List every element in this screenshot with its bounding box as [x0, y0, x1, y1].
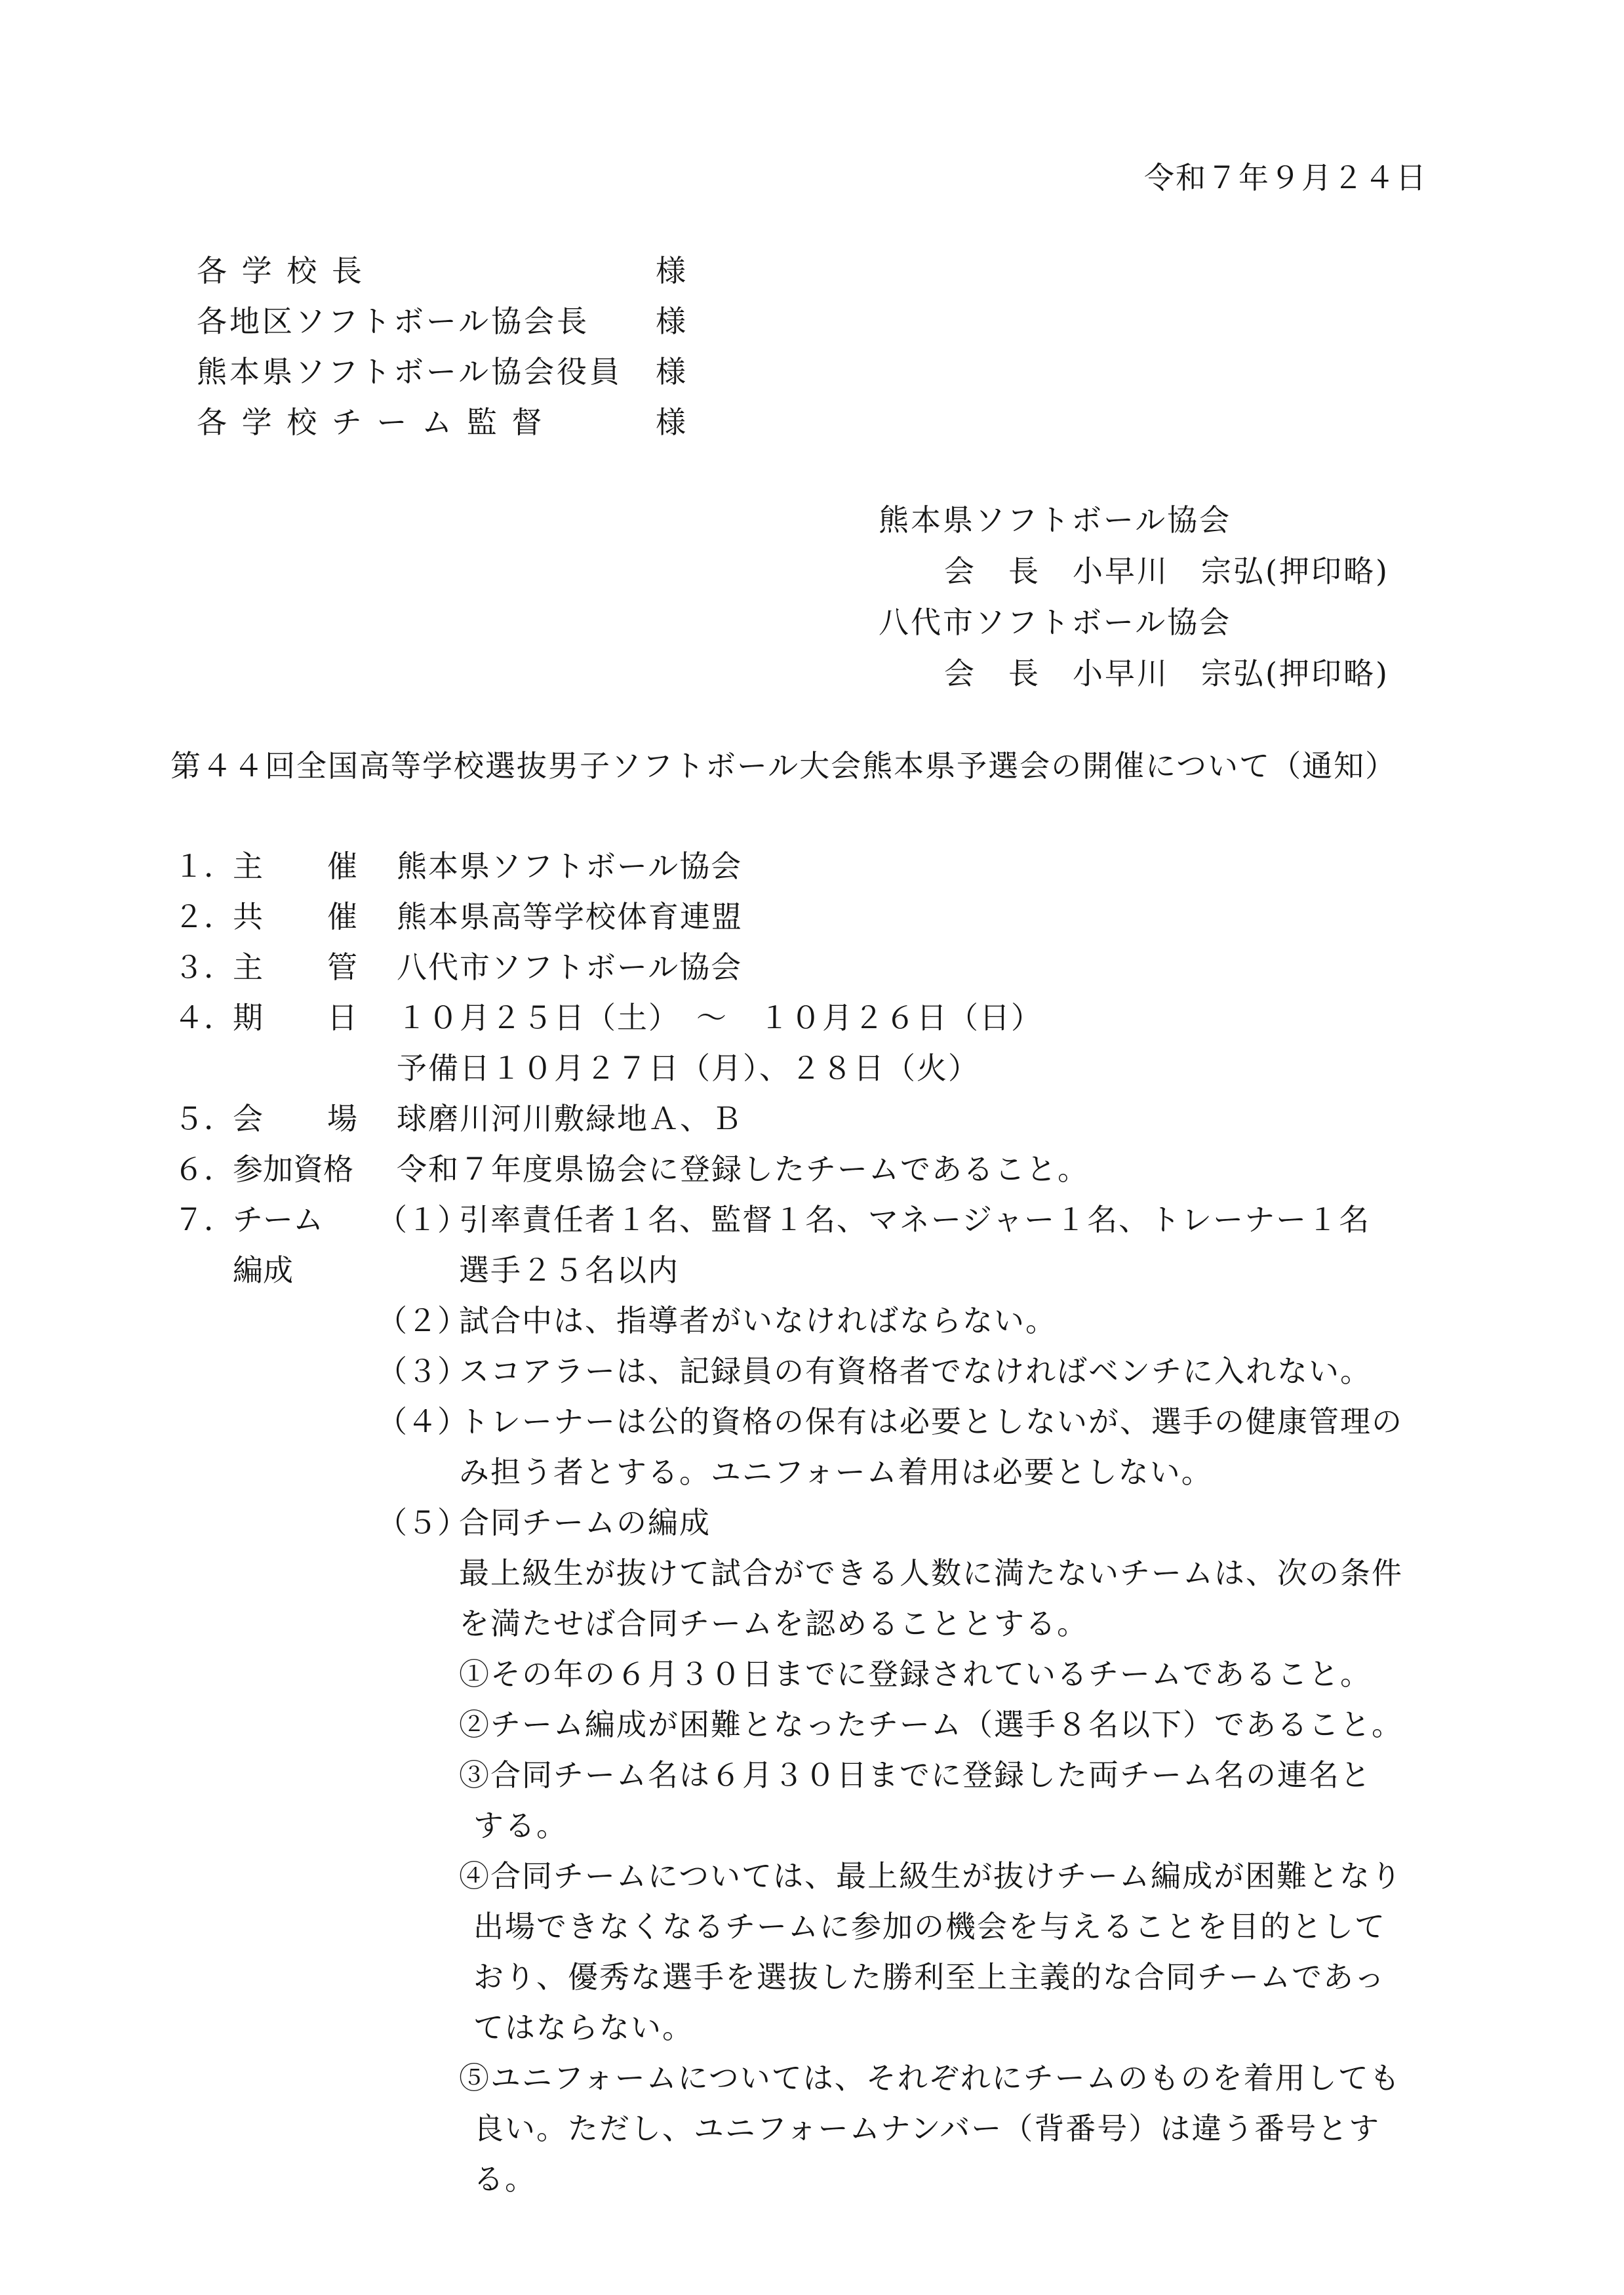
sub-item-mark: （１）: [377, 1202, 467, 1237]
item-label: 主 管: [233, 949, 357, 985]
sub-item-mark: （５）: [377, 1505, 467, 1540]
addressee-name: 各地区ソフトボール協会長: [197, 304, 590, 339]
condition-item-continued: てはならない。: [473, 2010, 694, 2045]
item-value: 八代市ソフトボール協会: [397, 949, 743, 985]
item-label: 会 場: [233, 1101, 357, 1136]
item-label-continued: 編成: [233, 1252, 293, 1288]
addressee-honorific: 様: [656, 304, 686, 339]
item-label: チーム: [233, 1202, 323, 1237]
addressee-honorific: 様: [656, 405, 686, 440]
addressee-honorific: 様: [656, 354, 686, 389]
item-label: 参加資格: [233, 1151, 353, 1187]
item-value: １０月２５日（土） ～ １０月２６日（日）: [397, 1000, 1042, 1035]
sender-org: 熊本県ソフトボール協会: [879, 502, 1232, 538]
joint-team-intro: 最上級生が抜けて試合ができる人数に満たないチームは、次の条件: [459, 1555, 1403, 1591]
condition-item: ②チーム編成が困難となったチーム（選手８名以下）であること。: [459, 1707, 1403, 1742]
sub-item-mark: （３）: [377, 1353, 467, 1389]
item-number: ２．: [174, 899, 234, 934]
sub-item-text: スコアラーは、記録員の有資格者でなければベンチに入れない。: [459, 1353, 1372, 1389]
item-number: ３．: [174, 949, 234, 985]
condition-item: ⑤ユニフォームについては、それぞれにチームのものを着用しても: [459, 2060, 1401, 2096]
sub-item-text: 試合中は、指導者がいなければならない。: [459, 1303, 1057, 1338]
issue-date: 令和７年９月２４日: [1144, 160, 1427, 195]
item-value: 球磨川河川敷緑地Ａ、Ｂ: [397, 1101, 743, 1136]
sub-item-mark: （４）: [377, 1404, 467, 1439]
condition-item-continued: 出場できなくなるチームに参加の機会を与えることを目的として: [473, 1909, 1386, 1944]
joint-team-intro: を満たせば合同チームを認めることとする。: [459, 1606, 1088, 1641]
addressee-name: 各 学 校 チ ー ム 監 督: [197, 405, 545, 440]
item-label: 共 催: [233, 899, 357, 934]
item-label: 期 日: [233, 1000, 357, 1035]
condition-item: ①その年の６月３０日までに登録されているチームであること。: [459, 1656, 1372, 1692]
sender-org: 八代市ソフトボール協会: [879, 605, 1232, 640]
condition-item-continued: する。: [473, 1808, 568, 1843]
sub-item-text: 合同チームの編成: [459, 1505, 711, 1540]
condition-item-continued: る。: [473, 2161, 536, 2197]
sub-item-text: み担う者とする。ユニフォーム着用は必要としない。: [459, 1454, 1213, 1490]
item-value-continued: 予備日１０月２７日（月）、２８日（火）: [397, 1050, 980, 1086]
addressee-name: 熊本県ソフトボール協会役員: [197, 354, 623, 389]
item-number: ４．: [174, 1000, 234, 1035]
sender-role: 会 長 小早川 宗弘(押印略): [944, 553, 1389, 589]
condition-item: ③合同チーム名は６月３０日までに登録した両チーム名の連名と: [459, 1757, 1372, 1793]
item-value: 熊本県ソフトボール協会: [397, 848, 743, 884]
item-number: ５．: [174, 1101, 234, 1136]
addressee-honorific: 様: [656, 253, 686, 289]
item-label: 主 催: [233, 848, 357, 884]
sub-item-text: 引率責任者１名、監督１名、マネージャー１名、トレーナー１名: [459, 1202, 1371, 1237]
addressee-name: 各 学 校 長: [197, 253, 365, 289]
notice-title: 第４４回全国高等学校選抜男子ソフトボール大会熊本県予選会の開催について（通知）: [170, 748, 1397, 784]
condition-item: ④合同チームについては、最上級生が抜けチーム編成が困難となり: [459, 1858, 1403, 1894]
item-value: 令和７年度県協会に登録したチームであること。: [397, 1151, 1089, 1187]
condition-item-continued: 良い。ただし、ユニフォームナンバー（背番号）は違う番号とす: [473, 2111, 1381, 2146]
sub-item-mark: （２）: [377, 1303, 467, 1338]
condition-item-continued: おり、優秀な選手を選抜した勝利至上主義的な合同チームであっ: [473, 1959, 1386, 1995]
sub-item-text: トレーナーは公的資格の保有は必要としないが、選手の健康管理の: [459, 1404, 1403, 1439]
item-value: 熊本県高等学校体育連盟: [397, 899, 743, 934]
sender-role: 会 長 小早川 宗弘(押印略): [944, 656, 1389, 691]
item-number: ６．: [174, 1151, 234, 1187]
sub-item-text: 選手２５名以内: [459, 1252, 679, 1288]
item-number: １．: [174, 848, 234, 884]
item-number: ７．: [174, 1202, 234, 1237]
